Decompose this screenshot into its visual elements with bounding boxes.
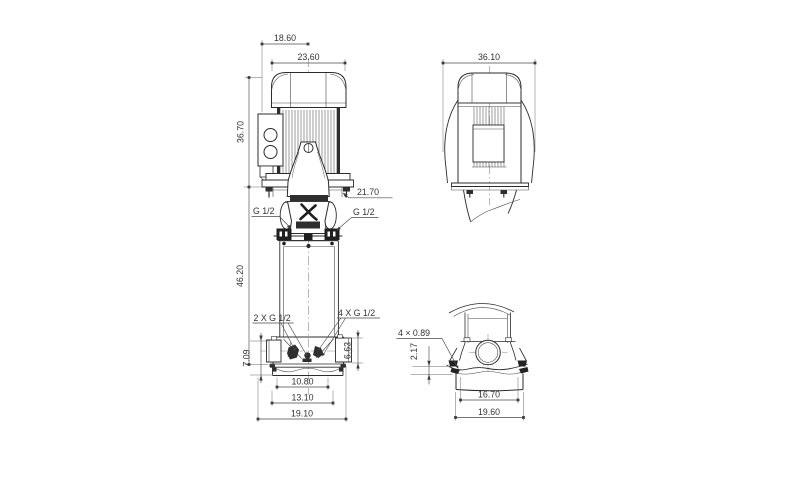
- dim-label-flange-level: 21.70: [356, 187, 380, 197]
- coupling-window: [290, 195, 328, 202]
- label-ports-4x: 4 X G 1/2: [338, 308, 376, 318]
- front-view: [235, 33, 393, 422]
- dim-label-port-height: 6.63: [342, 341, 353, 360]
- dim-label-base-inner: 16.70: [477, 389, 501, 400]
- front-base: [261, 335, 355, 376]
- dim-label-base-mid-width: 13.10: [291, 392, 314, 403]
- dim-label-side-width: 36.10: [477, 52, 501, 62]
- side-port-left: [267, 340, 282, 362]
- dim-label-flange-thickness: 2.17: [409, 342, 419, 361]
- side-view: [442, 52, 537, 222]
- label-bolt-holes: 4 × 0.89: [398, 328, 431, 338]
- dim-label-base-inner-width: 10.80: [291, 376, 314, 387]
- dim-label-base-height: 7.09: [241, 349, 252, 367]
- drain-plug: [313, 346, 324, 358]
- cable-entry-hole: [264, 129, 277, 142]
- dim-label-fan-offset: 18.60: [273, 33, 297, 43]
- dim-label-pump-height: 46.20: [235, 264, 245, 288]
- dim-label-motor-height: 36.70: [235, 120, 246, 144]
- base-view: [397, 303, 529, 420]
- label-port-g-half-right: G 1/2: [353, 207, 375, 217]
- cable-entry-hole: [264, 146, 277, 159]
- dim-label-base-outer: 19.60: [477, 407, 501, 417]
- label-ports-2x: 2 X G 1/2: [253, 313, 291, 323]
- terminal-box-side: [473, 125, 504, 162]
- dim-label-motor-width: 23.60: [297, 52, 320, 62]
- port-circle: [476, 340, 501, 365]
- label-port-g-half-left: G 1/2: [253, 206, 275, 216]
- dim-label-base-outer-width: 19.10: [290, 408, 314, 419]
